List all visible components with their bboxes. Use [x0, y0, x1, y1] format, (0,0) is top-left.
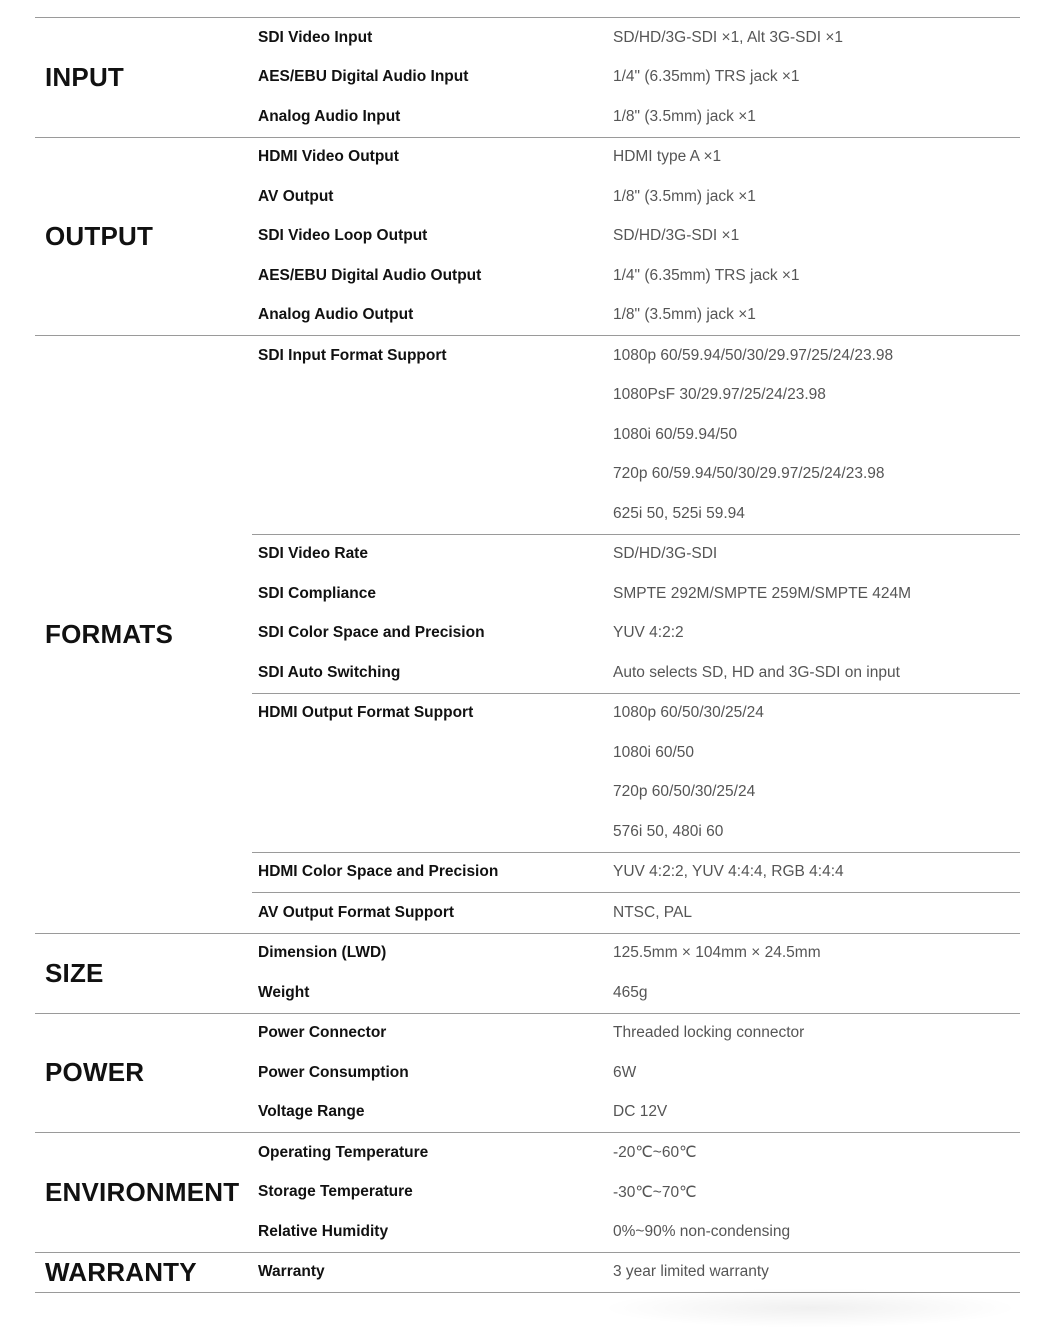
spec-value-list	[613, 336, 1020, 534]
spec-group	[252, 1133, 1020, 1252]
spec-value: 1080p 60/50/30/25/24	[613, 704, 764, 722]
spec-section-output	[35, 137, 1020, 336]
spec-label: Relative Humidity	[258, 1222, 389, 1240]
spec-label: HDMI Output Format Support	[258, 704, 474, 722]
spec-label: SDI Compliance	[258, 584, 376, 602]
spec-row	[252, 177, 1020, 217]
spec-label: Weight	[258, 983, 310, 1001]
spec-group	[252, 892, 1020, 933]
spec-label: HDMI Video Output	[258, 148, 399, 166]
spec-row	[252, 535, 1020, 575]
spec-value: HDMI type A ×1	[613, 148, 722, 166]
spec-row	[252, 1014, 1020, 1054]
spec-row	[252, 138, 1020, 178]
spec-section-input	[35, 17, 1020, 137]
spec-section-size	[35, 933, 1020, 1013]
spec-group	[252, 336, 1020, 534]
spec-value: 1/8" (3.5mm) jack ×1	[613, 187, 756, 205]
spec-row	[252, 18, 1020, 58]
spec-row	[252, 574, 1020, 614]
spec-value: 720p 60/59.94/50/30/29.97/25/24/23.98	[613, 465, 885, 483]
spec-label: SDI Video Rate	[258, 545, 368, 563]
section-body	[252, 1014, 1020, 1133]
section-body	[252, 1133, 1020, 1252]
spec-row	[252, 1253, 1020, 1293]
section-title: FORMATS	[45, 618, 174, 649]
spec-value: 1/8" (3.5mm) jack ×1	[613, 107, 756, 125]
spec-label: SDI Color Space and Precision	[258, 624, 485, 642]
spec-section-power	[35, 1013, 1020, 1133]
section-body	[252, 1253, 1020, 1293]
spec-group	[252, 534, 1020, 693]
spec-row	[252, 853, 1020, 893]
spec-row	[252, 296, 1020, 336]
spec-value: 1080PsF 30/29.97/25/24/23.98	[613, 386, 826, 404]
section-title: INPUT	[45, 61, 124, 92]
spec-label: HDMI Color Space and Precision	[258, 863, 499, 881]
section-body	[252, 138, 1020, 336]
spec-value: 3 year limited warranty	[613, 1263, 769, 1281]
spec-value: DC 12V	[613, 1103, 668, 1121]
spec-section-warranty	[35, 1252, 1020, 1294]
spec-row	[252, 1133, 1020, 1173]
spec-row	[252, 614, 1020, 654]
section-title: OUTPUT	[45, 220, 154, 251]
spec-value: 465g	[613, 983, 648, 1001]
section-title: WARRANTY	[45, 1256, 197, 1287]
spec-label: Power Consumption	[258, 1063, 409, 1081]
spec-label: Analog Audio Output	[258, 306, 414, 324]
spec-row	[252, 1212, 1020, 1252]
spec-label: Dimension (LWD)	[258, 944, 387, 962]
spec-value: SD/HD/3G-SDI	[613, 545, 718, 563]
spec-section-formats	[35, 335, 1020, 933]
spec-value: -30℃~70℃	[613, 1183, 697, 1201]
spec-label: Power Connector	[258, 1024, 387, 1042]
spec-value: 720p 60/50/30/25/24	[613, 783, 756, 801]
spec-value: Threaded locking connector	[613, 1024, 805, 1042]
spec-row	[252, 217, 1020, 257]
spec-label: AES/EBU Digital Audio Input	[258, 68, 469, 86]
spec-group	[252, 1014, 1020, 1133]
section-body	[252, 934, 1020, 1013]
spec-label: AV Output Format Support	[258, 903, 455, 921]
spec-value: 6W	[613, 1063, 637, 1081]
spec-row	[252, 1093, 1020, 1133]
spec-value: SD/HD/3G-SDI ×1, Alt 3G-SDI ×1	[613, 28, 843, 46]
spec-row	[252, 1053, 1020, 1093]
spec-value: 625i 50, 525i 59.94	[613, 504, 745, 522]
spec-value: 1/4" (6.35mm) TRS jack ×1	[613, 68, 800, 86]
spec-label: AES/EBU Digital Audio Output	[258, 266, 482, 284]
spec-group	[252, 1253, 1020, 1293]
spec-value: 1080i 60/50	[613, 743, 695, 761]
spec-row	[252, 1173, 1020, 1213]
spec-group	[252, 934, 1020, 1013]
spec-value: 1/8" (3.5mm) jack ×1	[613, 306, 756, 324]
section-body	[252, 18, 1020, 137]
spec-label: Warranty	[258, 1263, 325, 1281]
spec-row	[252, 934, 1020, 974]
spec-group	[252, 693, 1020, 852]
spec-row	[252, 893, 1020, 933]
spec-value: 576i 50, 480i 60	[613, 822, 724, 840]
spec-value: 1080i 60/59.94/50	[613, 425, 738, 443]
spec-label: Operating Temperature	[258, 1143, 429, 1161]
section-body	[252, 336, 1020, 933]
decorative-shadow	[600, 1288, 1020, 1328]
spec-row	[252, 973, 1020, 1013]
spec-label: AV Output	[258, 187, 334, 205]
spec-value: YUV 4:2:2, YUV 4:4:4, RGB 4:4:4	[613, 863, 844, 881]
spec-value-list	[613, 694, 1020, 852]
spec-value: Auto selects SD, HD and 3G-SDI on input	[613, 663, 900, 681]
spec-row	[252, 58, 1020, 98]
spec-label: Voltage Range	[258, 1103, 365, 1121]
spec-value: 0%~90% non-condensing	[613, 1222, 791, 1240]
spec-label: SDI Video Loop Output	[258, 227, 428, 245]
section-title: POWER	[45, 1057, 145, 1088]
spec-value: 1080p 60/59.94/50/30/29.97/25/24/23.98	[613, 346, 894, 364]
spec-group	[252, 18, 1020, 137]
spec-label: Analog Audio Input	[258, 107, 401, 125]
section-title: ENVIRONMENT	[45, 1176, 240, 1207]
spec-label: Storage Temperature	[258, 1183, 413, 1201]
spec-value: -20℃~60℃	[613, 1144, 697, 1162]
spec-value: 125.5mm × 104mm × 24.5mm	[613, 944, 821, 962]
spec-group	[252, 852, 1020, 893]
spec-label: SDI Auto Switching	[258, 663, 401, 681]
spec-row	[252, 256, 1020, 296]
spec-value: YUV 4:2:2	[613, 624, 684, 642]
spec-label: SDI Video Input	[258, 28, 373, 46]
spec-value: SD/HD/3G-SDI ×1	[613, 227, 740, 245]
section-title: SIZE	[45, 957, 104, 988]
spec-value: 1/4" (6.35mm) TRS jack ×1	[613, 266, 800, 284]
spec-row	[252, 653, 1020, 693]
spec-label: SDI Input Format Support	[258, 346, 447, 364]
spec-table	[35, 17, 1020, 1293]
spec-section-environment	[35, 1132, 1020, 1252]
spec-group	[252, 138, 1020, 336]
spec-value: NTSC, PAL	[613, 903, 692, 921]
spec-value: SMPTE 292M/SMPTE 259M/SMPTE 424M	[613, 584, 912, 602]
spec-row	[252, 97, 1020, 137]
